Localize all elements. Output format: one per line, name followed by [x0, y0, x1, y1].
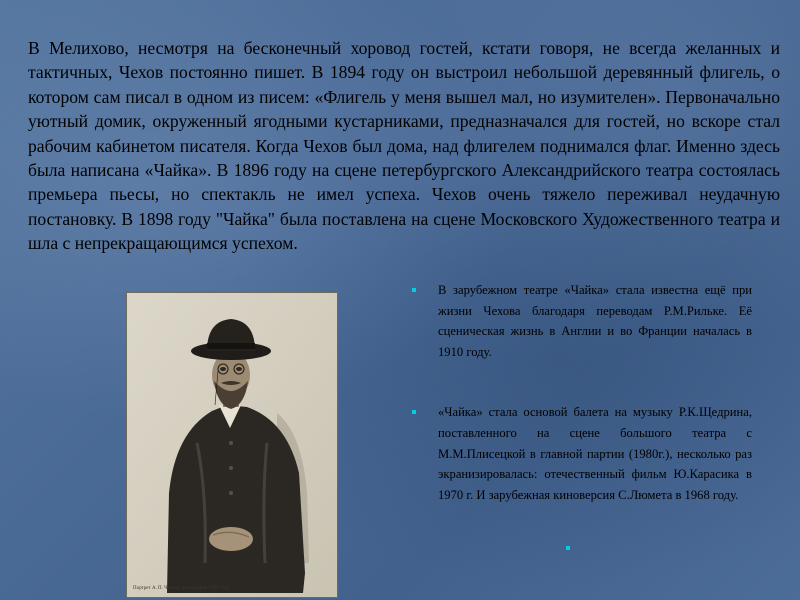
bullet-item-translation — [412, 280, 752, 362]
square-bullet-icon — [412, 410, 416, 414]
bullet-list — [412, 280, 752, 505]
chekhov-portrait-photo — [126, 292, 338, 598]
main-paragraph: В Мелихово, несмотря на бесконечный хоровод гостей, кстати говоря, не всегда желанных и тактичных, Чехов постоянно пишет. В 1894 году он выстроил небольшой деревянный флигель, о котором сам писал в одном из писем: «Флигель у меня вышел мал, но изумителен». Первоначально уютный домик, окруженный ягодными кустарниками, предназначался для гостей, но вскоре стал рабочим кабинетом писателя. Когда Чехов был дома, над флигелем поднимался флаг. Именно здесь была написана «Чайка». В 1896 году на сцене петербургского Александрийского театра состоялась премьера пьесы, но спектакль не имел успеха. Чехов очень тяжело переживал неудачную постановку. В 1898 году "Чайка" была поставлена на сцене Московского Художественного театра и шла с непрекращающимся успехом. — [28, 38, 780, 254]
square-bullet-icon — [566, 546, 570, 550]
portrait-image — [127, 293, 337, 597]
square-bullet-icon — [412, 288, 416, 292]
bullet-text: В зарубежном театре «Чайка» стала известна ещё при жизни Чехова благодаря переводам Р.М.Рильке. Её сценическая жизнь в Англии и во Франции началась в 1910 году. — [438, 283, 752, 359]
bullet-text: «Чайка» стала основой балета на музыку Р.К.Щедрина, поставленного на сцене большого театра с М.М.Плисецкой в главной партии (1980г.), несколько раз экранизировалась: отечественный фильм Ю.Карасика в 1970 г. И зарубежная киноверсия С.Люмета в 1968 году. — [438, 405, 752, 502]
photo-caption: Портрет А. П. Чехова. Фотография 1899 года — [133, 586, 229, 591]
bullet-item-ballet — [412, 402, 752, 505]
